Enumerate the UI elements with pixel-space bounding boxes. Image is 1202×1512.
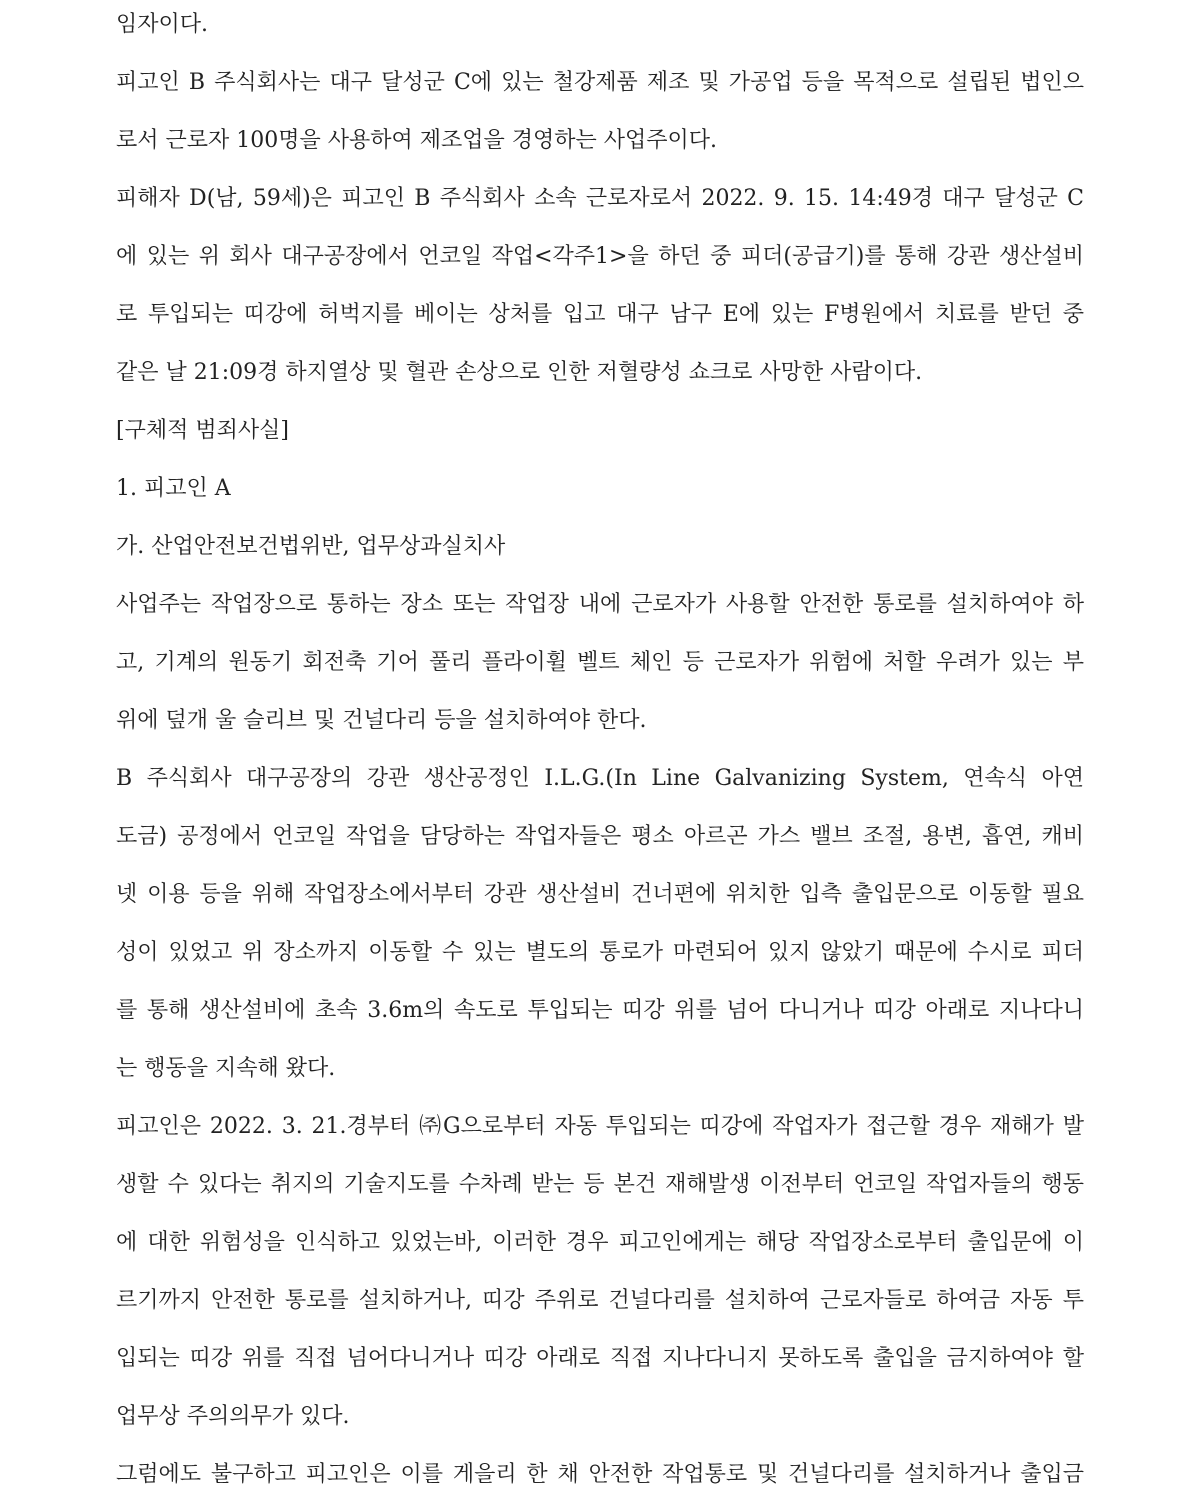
text-line: 로 투입되는 띠강에 허벅지를 베이는 상처를 입고 대구 남구 E에 있는 F병원에서 치료를 받던 중 [116,302,1084,327]
text-line: B 주식회사 대구공장의 강관 생산공정인 I.L.G.(In Line Galvanizing System, 연속식 아연 [116,766,1084,791]
text-line: 임자이다. [116,12,209,37]
text-line: 피고인은 2022. 3. 21.경부터 ㈜G으로부터 자동 투입되는 띠강에 작업자가 접근할 경우 재해가 발 [116,1114,1084,1139]
text-line: 는 행동을 지속해 왔다. [116,1056,336,1081]
text-line: 피고인 B 주식회사는 대구 달성군 C에 있는 철강제품 제조 및 가공업 등을 목적으로 설립된 법인으 [116,70,1084,95]
section-heading: [구체적 범죄사실] [116,418,289,443]
text-line: 르기까지 안전한 통로를 설치하거나, 띠강 주위로 건널다리를 설치하여 근로자들로 하여금 자동 투 [116,1288,1084,1313]
text-line: 생할 수 있다는 취지의 기술지도를 수차례 받는 등 본건 재해발생 이전부터 언코일 작업자들의 행동 [116,1172,1084,1197]
text-line: 입되는 띠강 위를 직접 넘어다니거나 띠강 아래로 직접 지나다니지 못하도록 출입을 금지하여야 할 [116,1346,1084,1371]
text-line: 성이 있었고 위 장소까지 이동할 수 있는 별도의 통로가 마련되어 있지 않았기 때문에 수시로 피더 [116,940,1084,965]
text-line: 위에 덮개 울 슬리브 및 건널다리 등을 설치하여야 한다. [116,708,647,733]
section-heading: 1. 피고인 A [116,476,231,501]
text-line: 로서 근로자 100명을 사용하여 제조업을 경영하는 사업주이다. [116,128,717,153]
text-line: 에 대한 위험성을 인식하고 있었는바, 이러한 경우 피고인에게는 해당 작업장소로부터 출입문에 이 [116,1230,1084,1255]
text-line: 고, 기계의 원동기 회전축 기어 풀리 플라이휠 벨트 체인 등 근로자가 위험에 처할 우려가 있는 부 [116,650,1084,675]
text-line: 를 통해 생산설비에 초속 3.6m의 속도로 투입되는 띠강 위를 넘어 다니거나 띠강 아래로 지나다니 [116,998,1084,1023]
text-line: 에 있는 위 회사 대구공장에서 언코일 작업<각주1>을 하던 중 피더(공급기)를 통해 강관 생산설비 [116,244,1084,269]
text-line: 피해자 D(남, 59세)은 피고인 B 주식회사 소속 근로자로서 2022. 9. 15. 14:49경 대구 달성군 C [116,186,1084,211]
section-heading: 가. 산업안전보건법위반, 업무상과실치사 [116,534,506,559]
text-line: 그럼에도 불구하고 피고인은 이를 게을리 한 채 안전한 작업통로 및 건널다리를 설치하거나 출입금 [116,1462,1084,1487]
text-line: 넷 이용 등을 위해 작업장소에서부터 강관 생산설비 건너편에 위치한 입측 출입문으로 이동할 필요 [116,882,1084,907]
text-line: 도금) 공정에서 언코일 작업을 담당하는 작업자들은 평소 아르곤 가스 밸브 조절, 용변, 흡연, 캐비 [116,824,1084,849]
text-line: 사업주는 작업장으로 통하는 장소 또는 작업장 내에 근로자가 사용할 안전한 통로를 설치하여야 하 [116,592,1084,617]
text-line: 업무상 주의의무가 있다. [116,1404,350,1429]
text-line: 같은 날 21:09경 하지열상 및 혈관 손상으로 인한 저혈량성 쇼크로 사망한 사람이다. [116,360,923,385]
